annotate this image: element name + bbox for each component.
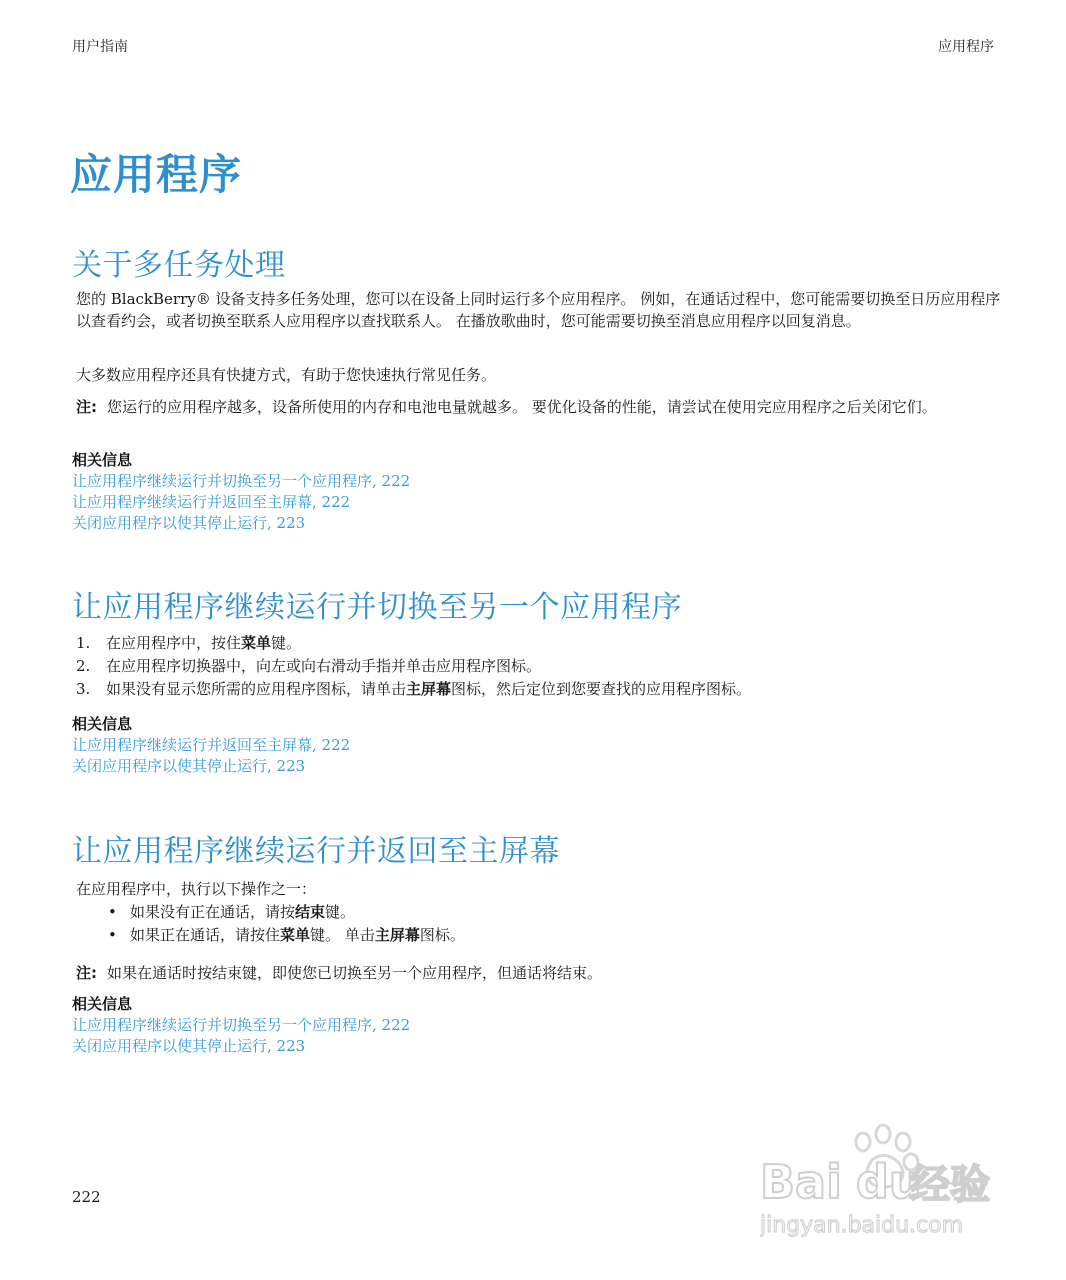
step-text: 图标，然后定位到您要查找的应用程序图标。 xyxy=(451,680,752,698)
related-link[interactable]: 关闭应用程序以使其停止运行, 223 xyxy=(72,514,306,532)
step-number: 3. xyxy=(76,680,91,698)
watermark-brand-left: Bai xyxy=(760,1155,842,1209)
list-item xyxy=(76,678,751,701)
related-info-title: 相关信息 xyxy=(72,995,133,1013)
page-title: 应用程序 xyxy=(70,150,243,199)
running-header-right: 应用程序 xyxy=(938,39,994,55)
note xyxy=(76,962,1001,984)
related-link[interactable]: 让应用程序继续运行并返回至主屏幕, 222 xyxy=(72,493,351,511)
watermark-brand-cn: 经验 xyxy=(910,1162,990,1208)
list-item xyxy=(108,924,465,947)
related-info-title: 相关信息 xyxy=(72,451,133,469)
step-text: 如果没有显示您所需的应用程序图标，请单击 xyxy=(106,680,407,698)
section-heading-return-home: 让应用程序继续运行并返回至主屏幕 xyxy=(72,834,560,869)
step-text: 键。 xyxy=(271,634,302,652)
step-text: 在应用程序中，按住 xyxy=(106,634,242,652)
watermark-brand-right: du xyxy=(856,1155,922,1209)
page-number: 222 xyxy=(72,1188,101,1206)
related-info-title: 相关信息 xyxy=(72,715,133,733)
related-info xyxy=(72,994,672,1057)
related-link[interactable]: 让应用程序继续运行并切换至另一个应用程序, 222 xyxy=(72,1016,411,1034)
running-header-left: 用户指南 xyxy=(72,39,128,55)
paragraph: 大多数应用程序还具有快捷方式，有助于您快速执行常见任务。 xyxy=(76,366,497,384)
key-name: 结束 xyxy=(295,903,326,921)
step-number: 2. xyxy=(76,657,91,675)
bullet-text: 键。 xyxy=(325,903,356,921)
key-name: 菜单 xyxy=(280,926,311,944)
section-heading-multitasking: 关于多任务处理 xyxy=(72,248,286,283)
related-link[interactable]: 关闭应用程序以使其停止运行, 223 xyxy=(72,757,306,775)
paragraph: 在应用程序中，执行以下操作之一： xyxy=(76,880,317,898)
step-text: 在应用程序切换器中，向左或向右滑动手指并单击应用程序图标。 xyxy=(106,657,542,675)
baidu-watermark-logo xyxy=(760,1120,1010,1250)
section-heading-switch-app: 让应用程序继续运行并切换至另一个应用程序 xyxy=(72,590,682,625)
bullet-text: 键。 单击 xyxy=(310,926,375,944)
related-info xyxy=(72,714,672,777)
list-item xyxy=(76,632,751,655)
related-link[interactable]: 让应用程序继续运行并返回至主屏幕, 222 xyxy=(72,736,351,754)
step-number: 1. xyxy=(76,634,91,652)
key-name: 主屏幕 xyxy=(406,680,452,698)
related-link[interactable]: 让应用程序继续运行并切换至另一个应用程序, 222 xyxy=(72,472,411,490)
bullet-list xyxy=(108,901,465,947)
related-info xyxy=(72,450,672,534)
bullet-text: 图标。 xyxy=(419,926,465,944)
bullet: • xyxy=(108,926,117,944)
related-link[interactable]: 关闭应用程序以使其停止运行, 223 xyxy=(72,1037,306,1055)
key-name: 主屏幕 xyxy=(374,926,420,944)
bullet: • xyxy=(108,903,117,921)
note-label: 注: xyxy=(76,964,97,982)
note-label: 注: xyxy=(76,398,97,416)
paragraph: 您的 BlackBerry® 设备支持多任务处理，您可以在设备上同时运行多个应用程序。 例如，在通话过程中，您可能需要切换至日历应用程序以查看约会，或者切换至联系人应用程序以查找联系人。 在播放歌曲时，您可能需要切换至消息应用程序以回复消息。 xyxy=(76,290,1001,330)
note xyxy=(76,396,1001,418)
note-text: 您运行的应用程序越多，设备所使用的内存和电池电量就越多。 要优化设备的性能，请尝试在使用完应用程序之后关闭它们。 xyxy=(107,398,937,416)
list-item xyxy=(76,655,751,678)
bullet-text: 如果没有正在通话，请按 xyxy=(130,903,296,921)
list-item xyxy=(108,901,465,924)
steps-list xyxy=(76,632,751,701)
note-text: 如果在通话时按结束键，即使您已切换至另一个应用程序，但通话将结束。 xyxy=(107,964,603,982)
key-name: 菜单 xyxy=(241,634,272,652)
watermark-url: jingyan.baidu.com xyxy=(760,1213,964,1238)
bullet-text: 如果正在通话，请按住 xyxy=(130,926,281,944)
